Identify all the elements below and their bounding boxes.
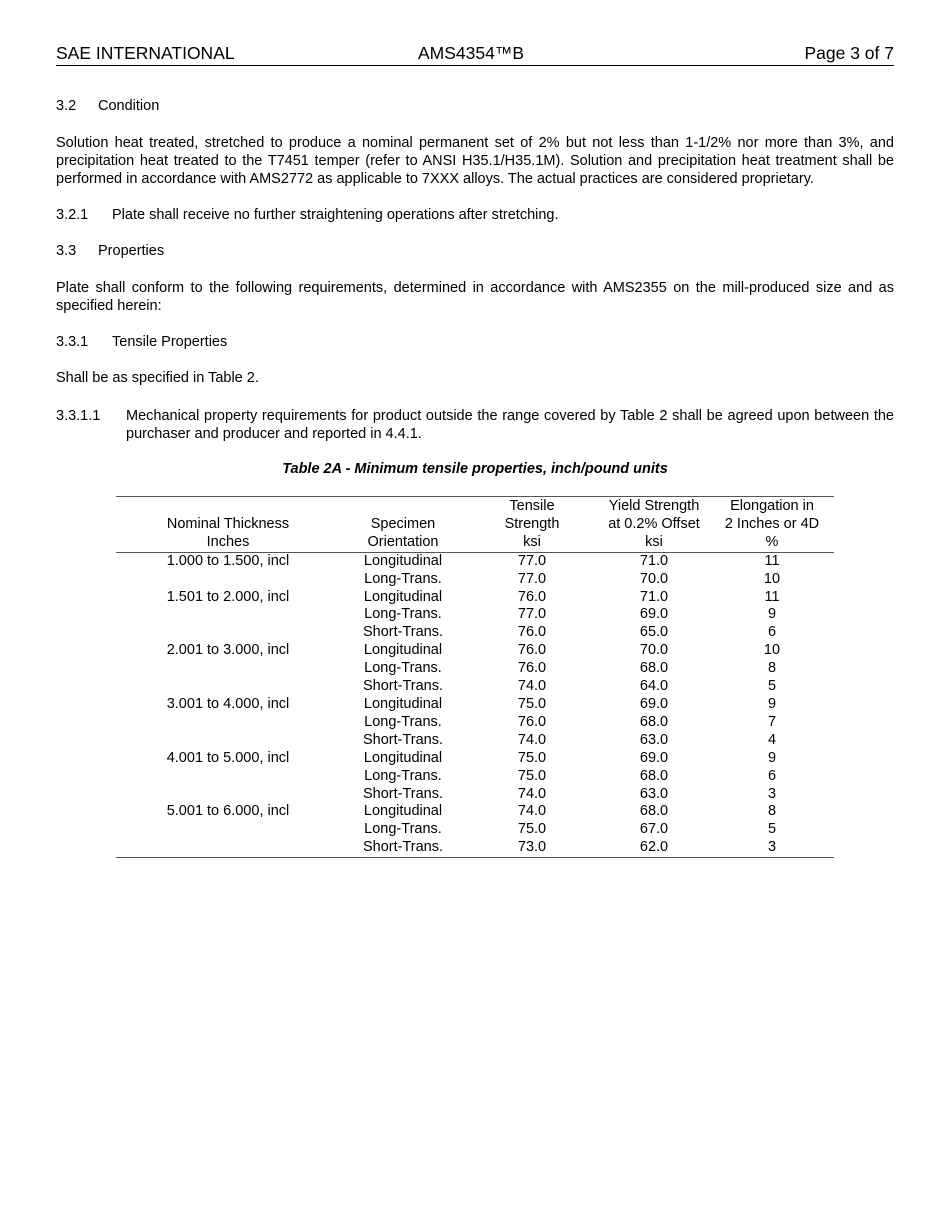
cell-elongation: 7 xyxy=(767,713,777,730)
table-row xyxy=(116,696,834,714)
section-3-2-heading xyxy=(56,98,159,114)
cell-elongation: 9 xyxy=(767,695,777,712)
cell-thickness xyxy=(116,732,340,750)
cell-orientation: Long-Trans. xyxy=(364,570,442,587)
cell-orientation: Longitudinal xyxy=(363,588,443,605)
table-header-row xyxy=(116,497,834,553)
cell-thickness: 5.001 to 6.000, incl xyxy=(166,803,290,820)
table-row xyxy=(116,732,834,750)
cell-thickness xyxy=(116,678,340,696)
document-page xyxy=(56,43,894,856)
cell-orientation: Short-Trans. xyxy=(362,785,444,802)
section-3-3-heading xyxy=(56,243,164,259)
cell-orientation: Longitudinal xyxy=(363,803,443,820)
cell-elongation: 11 xyxy=(764,552,780,569)
cell-yield: 69.0 xyxy=(639,749,669,766)
cell-orientation: Short-Trans. xyxy=(362,624,444,641)
cell-thickness: 1.000 to 1.500, incl xyxy=(166,552,290,569)
cell-tensile: 74.0 xyxy=(517,785,547,802)
table-row xyxy=(116,660,834,678)
cell-orientation: Long-Trans. xyxy=(364,767,442,784)
table-row xyxy=(116,552,834,570)
cell-thickness xyxy=(116,714,340,732)
cell-yield: 71.0 xyxy=(639,588,669,605)
table-row xyxy=(116,786,834,804)
cell-orientation: Long-Trans. xyxy=(364,821,442,838)
cell-thickness: 4.001 to 5.000, incl xyxy=(166,749,290,766)
section-3-3-1-1 xyxy=(56,407,894,443)
header-specimen-orientation: Specimen Orientation xyxy=(367,515,439,550)
table-row xyxy=(116,571,834,589)
cell-elongation: 6 xyxy=(767,624,777,641)
section-3-3-1-heading xyxy=(56,334,227,350)
cell-tensile: 75.0 xyxy=(517,695,547,712)
cell-yield: 71.0 xyxy=(639,552,669,569)
cell-tensile: 77.0 xyxy=(517,552,547,569)
section-number: 3.2.1 xyxy=(56,207,89,223)
cell-thickness xyxy=(116,660,340,678)
cell-orientation: Short-Trans. xyxy=(362,678,444,695)
section-3-3-paragraph: Plate shall conform to the following requirements, determined in accordance with AMS2355 on the mill-produced size and as specified herein: xyxy=(56,280,894,314)
cell-yield: 70.0 xyxy=(639,570,669,587)
cell-thickness: 1.501 to 2.000, incl xyxy=(166,588,290,605)
table-row xyxy=(116,678,834,696)
cell-orientation: Short-Trans. xyxy=(362,839,444,856)
cell-tensile: 76.0 xyxy=(517,624,547,641)
section-3-2-paragraph: Solution heat treated, stretched to produce a nominal permanent set of 2% but not less than 1-1/2% nor more than 3%, and precipitation heat treated to the T7451 temper (refer to ANSI H35.1/H35.1M). Solution and precipitation heat treatment shall be performed in accordance with AMS2772 as applicable to 7XXX alloys. The actual practices are considered proprietary. xyxy=(56,135,894,187)
cell-tensile: 77.0 xyxy=(517,570,547,587)
cell-orientation: Long-Trans. xyxy=(364,660,442,677)
section-text: Mechanical property requirements for product outside the range covered by Table 2 shall be agreed upon between the purchaser and producer and reported in 4.4.1. xyxy=(126,408,894,442)
cell-yield: 63.0 xyxy=(639,731,669,748)
cell-tensile: 75.0 xyxy=(517,767,547,784)
cell-tensile: 75.0 xyxy=(517,749,547,766)
cell-yield: 67.0 xyxy=(639,821,669,838)
header-tensile-strength: Tensile Strength ksi xyxy=(504,498,560,550)
section-text: Plate shall receive no further straightening operations after stretching. xyxy=(112,207,559,223)
cell-elongation: 5 xyxy=(767,821,777,838)
section-3-2-1 xyxy=(56,207,559,223)
table-row xyxy=(116,839,834,857)
cell-thickness xyxy=(116,571,340,589)
section-number: 3.3.1 xyxy=(56,334,89,350)
cell-elongation: 4 xyxy=(767,731,777,748)
table-row xyxy=(116,750,834,768)
cell-orientation: Longitudinal xyxy=(363,749,443,766)
cell-elongation: 10 xyxy=(763,642,781,659)
cell-elongation: 9 xyxy=(767,606,777,623)
cell-elongation: 5 xyxy=(767,678,777,695)
table-row xyxy=(116,606,834,624)
cell-tensile: 74.0 xyxy=(517,731,547,748)
cell-tensile: 75.0 xyxy=(517,821,547,838)
cell-tensile: 74.0 xyxy=(517,803,547,820)
cell-tensile: 74.0 xyxy=(517,678,547,695)
section-title: Properties xyxy=(98,243,165,259)
section-title: Tensile Properties xyxy=(112,334,228,350)
tensile-properties-table xyxy=(116,496,834,858)
cell-orientation: Long-Trans. xyxy=(364,606,442,623)
header-org: SAE INTERNATIONAL xyxy=(56,43,235,63)
section-number: 3.2 xyxy=(56,98,77,114)
cell-yield: 63.0 xyxy=(639,785,669,802)
cell-orientation: Short-Trans. xyxy=(362,731,444,748)
cell-thickness xyxy=(116,821,340,839)
cell-thickness xyxy=(116,624,340,642)
cell-yield: 69.0 xyxy=(639,606,669,623)
cell-tensile: 76.0 xyxy=(517,660,547,677)
cell-thickness xyxy=(116,606,340,624)
cell-elongation: 3 xyxy=(767,785,777,802)
table-row xyxy=(116,589,834,607)
cell-elongation: 10 xyxy=(763,570,781,587)
cell-tensile: 77.0 xyxy=(517,606,547,623)
cell-tensile: 73.0 xyxy=(517,839,547,856)
table-row xyxy=(116,803,834,821)
header-nominal-thickness: Nominal Thickness Inches xyxy=(166,515,290,550)
cell-yield: 68.0 xyxy=(639,767,669,784)
cell-elongation: 8 xyxy=(767,803,777,820)
table-row xyxy=(116,821,834,839)
cell-yield: 65.0 xyxy=(639,624,669,641)
cell-tensile: 76.0 xyxy=(517,642,547,659)
cell-elongation: 8 xyxy=(767,660,777,677)
cell-yield: 68.0 xyxy=(639,713,669,730)
header-yield-strength: Yield Strength at 0.2% Offset ksi xyxy=(608,498,700,550)
cell-orientation: Longitudinal xyxy=(363,695,443,712)
cell-thickness: 2.001 to 3.000, incl xyxy=(166,642,290,659)
cell-yield: 70.0 xyxy=(639,642,669,659)
header-elongation: Elongation in 2 Inches or 4D % xyxy=(724,498,820,550)
cell-yield: 62.0 xyxy=(639,839,669,856)
section-title: Condition xyxy=(98,98,160,114)
cell-thickness xyxy=(116,839,340,857)
table-row xyxy=(116,642,834,660)
table-row xyxy=(116,624,834,642)
header-doc-number: AMS4354™B xyxy=(418,43,525,63)
cell-yield: 68.0 xyxy=(639,660,669,677)
page-header xyxy=(56,44,894,66)
section-3-3-1-paragraph: Shall be as specified in Table 2. xyxy=(56,370,259,386)
cell-thickness: 3.001 to 4.000, incl xyxy=(166,695,290,712)
table-caption: Table 2A - Minimum tensile properties, inch/pound units xyxy=(282,461,668,477)
cell-yield: 68.0 xyxy=(639,803,669,820)
cell-elongation: 9 xyxy=(767,749,777,766)
cell-elongation: 3 xyxy=(767,839,777,856)
cell-thickness xyxy=(116,768,340,786)
header-page-number: Page 3 of 7 xyxy=(804,43,894,63)
cell-orientation: Longitudinal xyxy=(363,642,443,659)
cell-orientation: Long-Trans. xyxy=(364,713,442,730)
table-row xyxy=(116,768,834,786)
cell-yield: 64.0 xyxy=(639,678,669,695)
cell-tensile: 76.0 xyxy=(517,713,547,730)
cell-elongation: 6 xyxy=(767,767,777,784)
cell-thickness xyxy=(116,786,340,804)
cell-yield: 69.0 xyxy=(639,695,669,712)
table-row xyxy=(116,714,834,732)
cell-tensile: 76.0 xyxy=(517,588,547,605)
cell-elongation: 11 xyxy=(764,588,780,605)
section-number: 3.3 xyxy=(56,243,77,259)
section-number: 3.3.1.1 xyxy=(56,408,101,424)
cell-orientation: Longitudinal xyxy=(363,552,443,569)
